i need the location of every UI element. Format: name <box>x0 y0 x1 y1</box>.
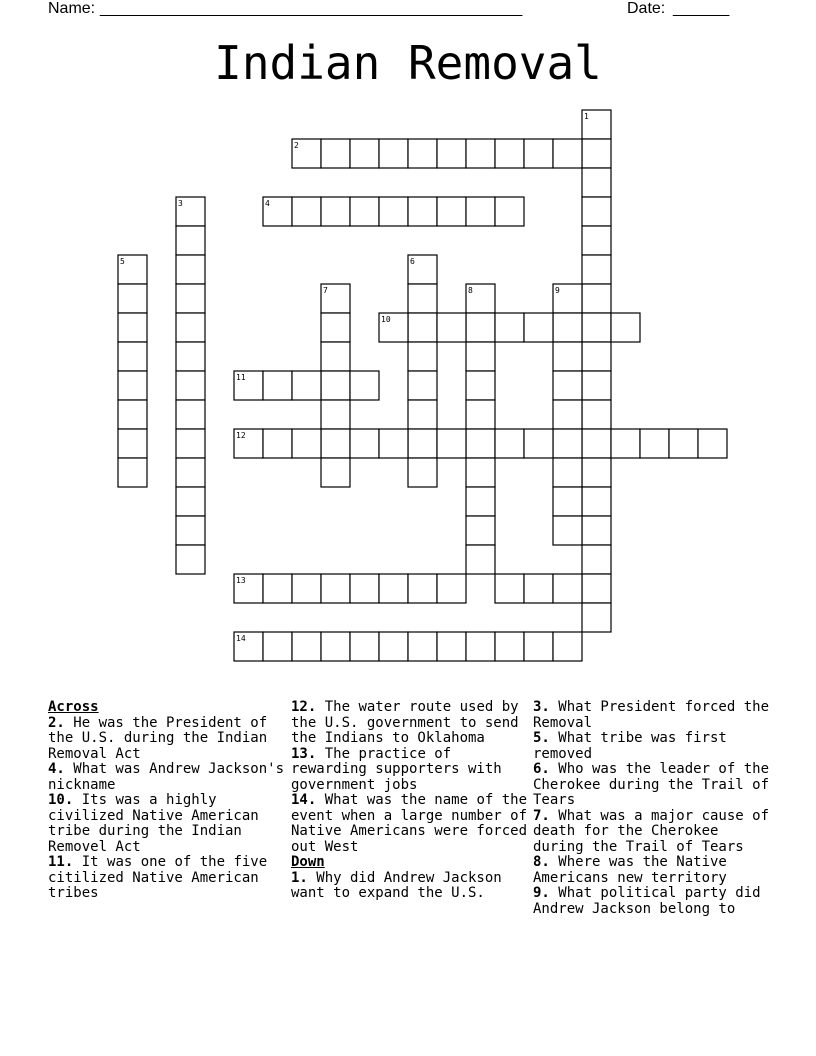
grid-cell[interactable] <box>582 342 611 371</box>
grid-cell[interactable] <box>321 313 350 342</box>
grid-cell[interactable] <box>582 255 611 284</box>
clue-text: The water route used by the U.S. government to send the Indians to Oklahoma <box>291 699 519 746</box>
clue-number: 13. <box>291 745 317 762</box>
clue-number-label: 14 <box>236 634 246 643</box>
grid-cell[interactable] <box>437 632 466 661</box>
clue-item <box>48 716 284 763</box>
across-heading: Across <box>48 699 99 715</box>
clue-number-label: 8 <box>468 286 473 295</box>
clue-item <box>291 793 527 855</box>
grid-cell[interactable] <box>553 632 582 661</box>
grid-cell[interactable] <box>321 632 350 661</box>
grid-cell[interactable] <box>640 429 669 458</box>
grid-cell[interactable] <box>466 458 495 487</box>
clue-number-label: 11 <box>236 373 246 382</box>
clue-text: What was the name of the event when a large number of Native Americans were forced out West <box>291 792 528 855</box>
clue-text: What President forced the Removal <box>533 699 770 731</box>
grid-cell[interactable] <box>321 139 350 168</box>
clue-number-label: 1 <box>584 112 589 121</box>
grid-cell[interactable] <box>553 371 582 400</box>
grid-cell[interactable] <box>408 197 437 226</box>
date-field[interactable]: _______ <box>673 0 729 17</box>
clue-text: What political party did Andrew Jackson belong to <box>533 885 761 917</box>
clue-text: Why did Andrew Jackson want to expand the U.S. <box>291 869 502 901</box>
grid-cell[interactable] <box>698 429 727 458</box>
grid-cell[interactable] <box>553 400 582 429</box>
grid-cell[interactable] <box>408 313 437 342</box>
grid-cell[interactable] <box>611 313 640 342</box>
grid-cell[interactable] <box>553 139 582 168</box>
grid-cell[interactable] <box>437 429 466 458</box>
grid-cell[interactable] <box>524 429 553 458</box>
grid-cell[interactable] <box>437 574 466 603</box>
grid-cell[interactable] <box>118 458 147 487</box>
grid-cell[interactable] <box>553 516 582 545</box>
clue-text: Its was a highly civilized Native American tribe during the Indian Removel Act <box>48 792 259 855</box>
grid-cell[interactable] <box>582 168 611 197</box>
grid-cell[interactable] <box>408 429 437 458</box>
clue-item <box>291 871 527 902</box>
grid-cell[interactable] <box>495 429 524 458</box>
clue-number: 5. <box>533 730 550 746</box>
clue-number: 2. <box>48 714 65 731</box>
grid-cell[interactable] <box>582 574 611 603</box>
grid-cell[interactable] <box>176 255 205 284</box>
grid-cell[interactable] <box>553 487 582 516</box>
grid-cell[interactable] <box>408 284 437 313</box>
grid-cell[interactable] <box>582 487 611 516</box>
grid-cell[interactable] <box>669 429 698 458</box>
grid-cell[interactable] <box>118 371 147 400</box>
grid-cell[interactable] <box>495 574 524 603</box>
grid-cell[interactable] <box>408 371 437 400</box>
grid-cell[interactable] <box>321 400 350 429</box>
page-title: Indian Removal <box>214 36 602 90</box>
grid-cell[interactable] <box>350 371 379 400</box>
grid-cell[interactable] <box>582 603 611 632</box>
clue-item <box>48 855 284 902</box>
grid-cell[interactable] <box>466 139 495 168</box>
down-heading: Down <box>291 854 325 870</box>
grid-cell[interactable] <box>321 429 350 458</box>
grid-cell[interactable] <box>524 313 553 342</box>
grid-cell[interactable] <box>263 632 292 661</box>
grid-cell[interactable] <box>524 574 553 603</box>
clues-column-1 <box>48 700 284 902</box>
down-clue-list-continued <box>533 700 773 917</box>
clue-number: 12. <box>291 699 317 715</box>
grid-cell[interactable] <box>553 574 582 603</box>
clue-number-label: 7 <box>323 286 328 295</box>
grid-cell[interactable] <box>582 545 611 574</box>
grid-cell[interactable] <box>176 342 205 371</box>
clue-item <box>291 700 527 747</box>
clues-column-3 <box>533 700 773 917</box>
grid-cell[interactable] <box>176 516 205 545</box>
across-clue-list <box>48 716 284 902</box>
clue-number: 10. <box>48 792 74 808</box>
clue-number-label: 4 <box>265 199 270 208</box>
clue-number-label: 9 <box>555 286 560 295</box>
grid-cell[interactable] <box>582 226 611 255</box>
grid-cell[interactable] <box>176 313 205 342</box>
grid-cell[interactable] <box>582 371 611 400</box>
grid-cell[interactable] <box>495 139 524 168</box>
grid-cell[interactable] <box>350 574 379 603</box>
clue-text: Where was the Native Americans new territory <box>533 854 727 886</box>
grid-cell[interactable] <box>495 197 524 226</box>
grid-cell[interactable] <box>379 574 408 603</box>
clue-text: The practice of rewarding supporters with government jobs <box>291 745 502 793</box>
grid-cell[interactable] <box>553 342 582 371</box>
clue-number-label: 5 <box>120 257 125 266</box>
grid-cell[interactable] <box>466 400 495 429</box>
clue-number-label: 6 <box>410 257 415 266</box>
grid-cell[interactable] <box>553 429 582 458</box>
clue-number: 6. <box>533 761 550 777</box>
grid-cell[interactable] <box>350 429 379 458</box>
clue-number-label: 10 <box>381 315 391 324</box>
clue-number-label: 2 <box>294 141 299 150</box>
clue-text: What was Andrew Jackson's nickname <box>48 761 285 793</box>
grid-cell[interactable] <box>118 313 147 342</box>
grid-cell[interactable] <box>379 197 408 226</box>
grid-cell[interactable] <box>350 197 379 226</box>
clue-item <box>533 855 773 886</box>
grid-cell[interactable] <box>321 458 350 487</box>
grid-cell[interactable] <box>176 487 205 516</box>
grid-cell[interactable] <box>437 139 466 168</box>
clue-item <box>533 700 773 731</box>
grid-cell[interactable] <box>263 371 292 400</box>
grid-cell[interactable] <box>582 197 611 226</box>
grid-cell[interactable] <box>321 371 350 400</box>
grid-cell[interactable] <box>408 458 437 487</box>
grid-cell[interactable] <box>292 197 321 226</box>
clue-text: It was one of the five citilized Native American tribes <box>48 854 268 901</box>
grid-cell[interactable] <box>437 313 466 342</box>
grid-cell[interactable] <box>466 429 495 458</box>
grid-cell[interactable] <box>408 342 437 371</box>
grid-cell[interactable] <box>408 400 437 429</box>
grid-cell[interactable] <box>176 429 205 458</box>
grid-cell[interactable] <box>524 139 553 168</box>
clue-text: Who was the leader of the Cherokee during the Trail of Tears <box>533 761 770 808</box>
clue-text: What was a major cause of death for the Cherokee during the Trail of Tears <box>533 807 770 855</box>
grid-cell[interactable] <box>292 632 321 661</box>
clue-item <box>533 886 773 917</box>
grid-cell[interactable] <box>495 313 524 342</box>
clue-number-label: 12 <box>236 431 246 440</box>
clue-number: 11. <box>48 854 74 870</box>
grid-cell[interactable] <box>176 458 205 487</box>
grid-cell[interactable] <box>582 313 611 342</box>
grid-cell[interactable] <box>379 139 408 168</box>
grid-cell[interactable] <box>582 458 611 487</box>
grid-cell[interactable] <box>466 197 495 226</box>
grid-cell[interactable] <box>582 429 611 458</box>
grid-cell[interactable] <box>350 632 379 661</box>
grid-cell[interactable] <box>466 516 495 545</box>
clue-number-label: 3 <box>178 199 183 208</box>
clue-number: 7. <box>533 807 550 824</box>
grid-cell[interactable] <box>263 429 292 458</box>
grid-cell[interactable] <box>466 632 495 661</box>
clue-item <box>533 762 773 809</box>
grid-cell[interactable] <box>176 545 205 574</box>
clue-item <box>533 731 773 762</box>
grid-cell[interactable] <box>495 632 524 661</box>
grid-cell[interactable] <box>524 632 553 661</box>
grid-cell[interactable] <box>466 545 495 574</box>
clue-number: 1. <box>291 869 308 886</box>
clues-column-2 <box>291 700 527 902</box>
clue-number: 3. <box>533 699 550 715</box>
grid-cell[interactable] <box>437 197 466 226</box>
grid-cell[interactable] <box>582 400 611 429</box>
grid-cell[interactable] <box>582 139 611 168</box>
clue-number: 8. <box>533 854 550 870</box>
grid-cell[interactable] <box>321 197 350 226</box>
grid-cell[interactable] <box>408 139 437 168</box>
clue-item <box>533 809 773 856</box>
grid-cell[interactable] <box>118 284 147 313</box>
clue-number: 14. <box>291 792 317 808</box>
grid-cell[interactable] <box>118 400 147 429</box>
clue-item <box>48 793 284 855</box>
grid-cell[interactable] <box>408 632 437 661</box>
grid-cell[interactable] <box>582 516 611 545</box>
grid-cell[interactable] <box>379 632 408 661</box>
grid-cell[interactable] <box>176 400 205 429</box>
grid-cell[interactable] <box>292 371 321 400</box>
grid-cell[interactable] <box>582 284 611 313</box>
grid-cell[interactable] <box>292 574 321 603</box>
clue-number: 9. <box>533 885 550 901</box>
grid-cell[interactable] <box>350 139 379 168</box>
grid-cell[interactable] <box>263 574 292 603</box>
clue-number-label: 13 <box>236 576 246 585</box>
grid-cell[interactable] <box>118 342 147 371</box>
clue-text: What tribe was first removed <box>533 730 727 762</box>
grid-cell[interactable] <box>466 313 495 342</box>
clue-number: 4. <box>48 761 65 777</box>
clue-item <box>291 747 527 794</box>
across-clue-list-continued <box>291 700 527 855</box>
grid-cell[interactable] <box>118 429 147 458</box>
grid-cell[interactable] <box>176 371 205 400</box>
grid-cell[interactable] <box>466 371 495 400</box>
clue-item <box>48 762 284 793</box>
grid-cell[interactable] <box>553 458 582 487</box>
grid-cell[interactable] <box>466 342 495 371</box>
grid-cell[interactable] <box>379 429 408 458</box>
grid-cell[interactable] <box>176 226 205 255</box>
grid-cell[interactable] <box>321 342 350 371</box>
name-label: Name: <box>48 0 96 17</box>
grid-cell[interactable] <box>408 574 437 603</box>
name-field[interactable]: ______________________________________________________ <box>100 0 522 17</box>
date-label: Date: <box>627 0 666 17</box>
grid-cell[interactable] <box>176 284 205 313</box>
grid-cell[interactable] <box>466 487 495 516</box>
grid-cell[interactable] <box>292 429 321 458</box>
clue-text: He was the President of the U.S. during the Indian Removal Act <box>48 714 268 762</box>
grid-cell[interactable] <box>611 429 640 458</box>
grid-cell[interactable] <box>553 313 582 342</box>
down-clue-list <box>291 871 527 902</box>
grid-cell[interactable] <box>321 574 350 603</box>
